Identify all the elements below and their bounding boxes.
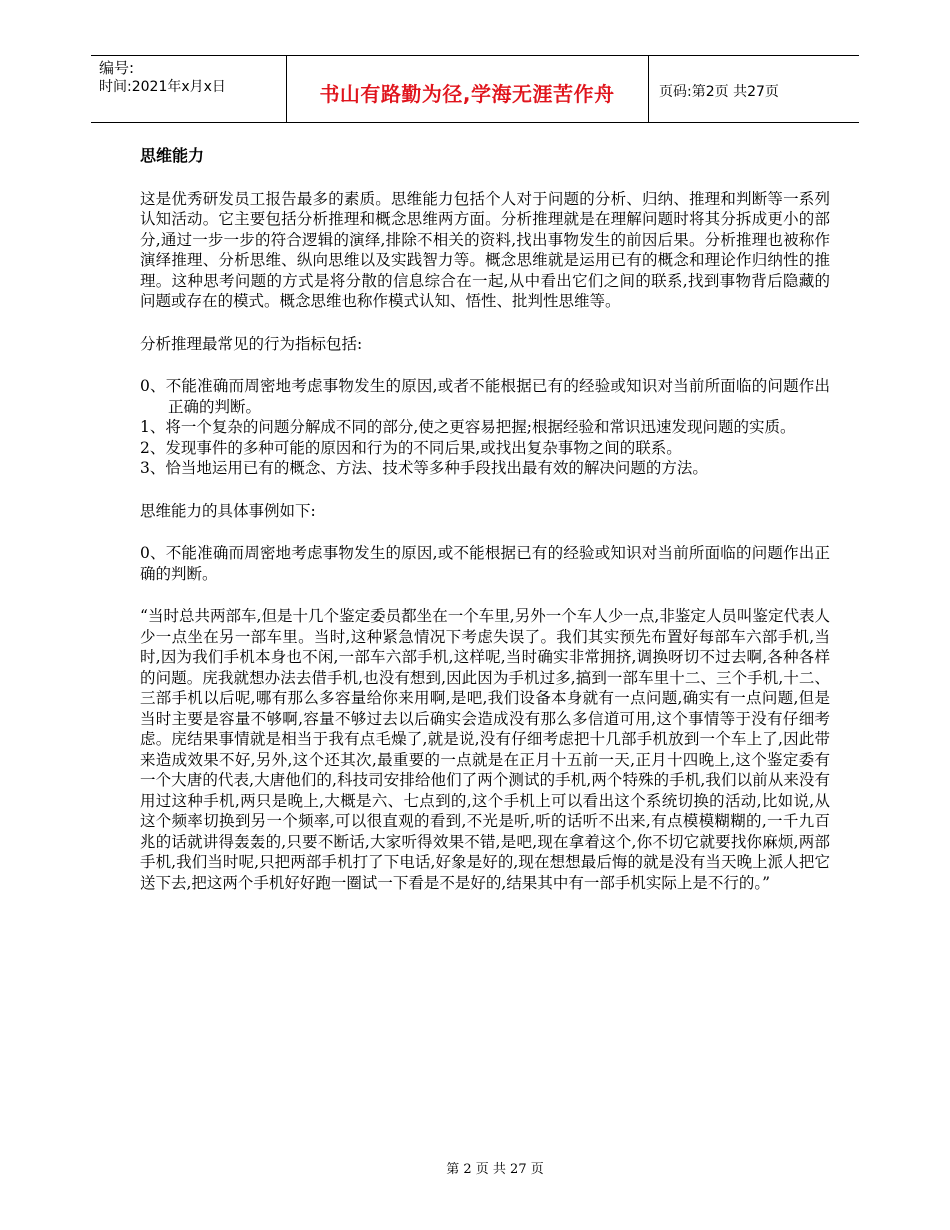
- document-number-label: 编号:: [99, 59, 135, 77]
- quote-paragraph: “当时总共两部车,但是十几个鉴定委员都坐在一个车里,另外一个车人少一点,非鉴定人员叫鉴定代表人少一点坐在另一部车里。当时,这种紧急情况下考虑失误了。我们其实预先布置好每部车六部手机,当时,因为我们手机本身也不闲,一部车六部手机,这样呢,当时确实非常拥挤,调换呀切不过去啊,各种各样的问题。庑我就想办法去借手机,也没有想到,因此因为手机过多,搞到一部车里十二、三个手机,十二、三部手机以后呢,哪有那么多容量给你来用啊,是吧,我们设备本身就有一点问题,确实有一点问题,但是当时主要是容量不够啊,容量不够过去以后确实会造成没有那么多信道可用,这个事情等于没有仔细考虑。庑结果事情就是相当于我有点毛燥了,就是说,没有仔细考虑把十几部手机放到一个车上了,因此带来造成效果不好,另外,这个还其次,最重要的一点就是在正月十五前一天,正月十四晚上,这个鉴定委有一个大唐的代表,大唐他们的,科技司安排给他们了两个测试的手机,两个特殊的手机,我们以前从来没有用过这种手机,两只是晚上,大概是六、七点到的,这个手机上可以看出这个系统切换的活动,比如说,从这个频率切换到另一个频率,可以很直观的看到,不光是听,听的话听不出来,有点模模糊糊的,一千九百兆的话就讲得轰轰的,只要不断话,大家听得效果不错,是吧,现在拿着这个,你不切它就要找你麻烦,两部手机,我们当时呢,只把两部手机打了下电话,好象是好的,现在想想最后悔的就是没有当天晚上派人把它送下去,把这两个手机好好跑一圈试一下看是不是好的,结果其中有一部手机实际上是不行的。”: [140, 607, 830, 892]
- indicator-list: [140, 376, 830, 479]
- list-item: 1、将一个复杂的问题分解成不同的部分,使之更容易把握;根据经验和常识迅速发现问题的实质。: [140, 418, 796, 436]
- example-item: 0、不能准确而周密地考虑事物发生的原因,或不能根据已有的经验或知识对当前所面临的问题作出正确的判断。: [140, 544, 830, 583]
- list-item: 2、发现事件的多种可能的原因和行为的不同后果,或找出复杂事物之间的联系。: [140, 438, 682, 457]
- examples-title: 思维能力的具体事例如下:: [140, 501, 316, 520]
- document-time: 时间:2021年x月x日: [99, 79, 226, 95]
- list-item: 0、不能准确而周密地考虑事物发生的原因,或者不能根据已有的经验或知识对当前所面临的问题作出正确的判断。: [140, 377, 830, 416]
- section-heading: 思维能力: [140, 146, 205, 165]
- page-footer: 第 2 页 共 27 页: [446, 1162, 544, 1177]
- page-header: [91, 55, 859, 123]
- intro-paragraph: 这是优秀研发员工报告最多的素质。思维能力包括个人对于问题的分析、归纳、推理和判断等一系列认知活动。它主要包括分析推理和概念思维两方面。分析推理就是在理解问题时将其分拆成更小的部分,通过一步一步的符合逻辑的演绎,排除不相关的资料,找出事物发生的前因后果。分析推理也被称作演绎推理、分析思维、纵向思维以及实践智力等。概念思维就是运用已有的概念和理论作归纳性的推理。这种思考问题的方式是将分散的信息综合在一起,从中看出它们之间的联系,找到事物背后隐藏的问题或存在的模式。概念思维也称作模式认知、悟性、批判性思维等。: [140, 189, 830, 310]
- header-motto: 书山有路勤为径,学海无涯苦作舟: [319, 82, 615, 106]
- header-meta: [99, 59, 226, 97]
- document-body: [140, 146, 830, 893]
- header-page-info: 页码:第2页 共27页: [659, 84, 779, 100]
- list-item: 3、恰当地运用已有的概念、方法、技术等多种手段找出最有效的解决问题的方法。: [140, 459, 708, 477]
- header-divider: [648, 56, 649, 122]
- indicators-title: 分析推理最常见的行为指标包括:: [140, 334, 363, 353]
